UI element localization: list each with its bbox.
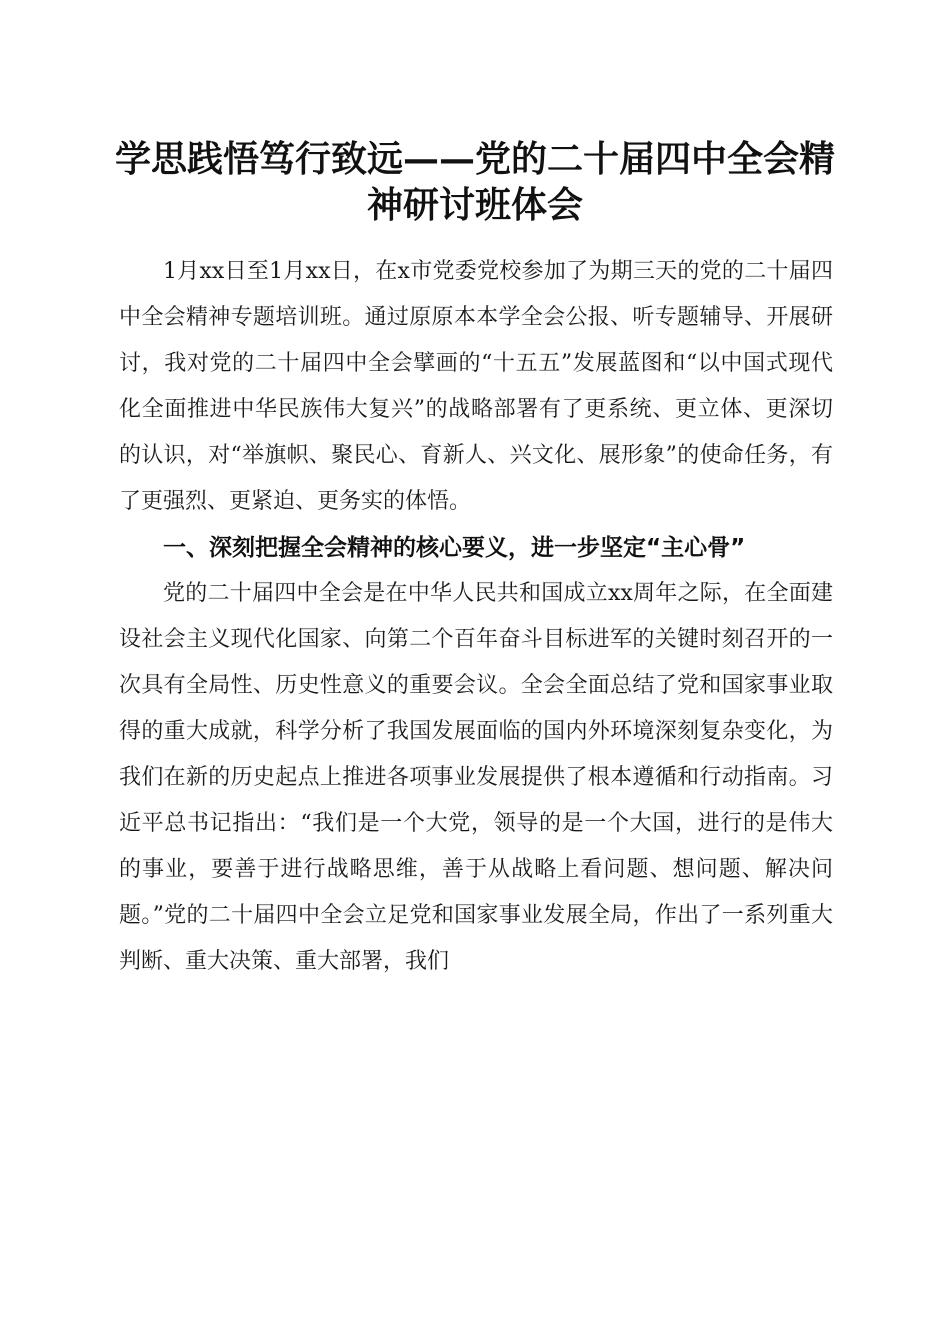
intro-paragraph: 1月xx日至1月xx日，在x市党委党校参加了为期三天的党的二十届四中全会精神专题培训班。通过原原本本学全会公报、听专题辅导、开展研讨，我对党的二十届四中全会擘画的“十五五”发展蓝图和“以中国式现代化全面推进中华民族伟大复兴”的战略部署有了更系统、更立体、更深切的认识，对“举旗帜、聚民心、育新人、兴文化、展形象”的使命任务，有了更强烈、更紧迫、更务实的体悟。 (119, 259, 833, 514)
document-body (119, 249, 833, 985)
section-1-paragraph: 党的二十届四中全会是在中华人民共和国成立xx周年之际，在全面建设社会主义现代化国家、向第二个百年奋斗目标进军的关键时刻召开的一次具有全局性、历史性意义的重要会议。全会全面总结了党和国家事业取得的重大成就，科学分析了我国发展面临的国内外环境深刻复杂变化，为我们在新的历史起点上推进各项事业发展提供了根本遵循和行动指南。习近平总书记指出：“我们是一个大党，领导的是一个大国，进行的是伟大的事业，要善于进行战略思维，善于从战略上看问题、想问题、解决问题。”党的二十届四中全会立足党和国家事业发展全局，作出了一系列重大判断、重大决策、重大部署，我们 (119, 581, 833, 974)
document-title: 学思践悟笃行致远——党的二十届四中全会精神研讨班体会 (114, 138, 835, 226)
section-heading-1: 一、深刻把握全会精神的核心要义，进一步坚定“主心骨” (163, 535, 746, 561)
